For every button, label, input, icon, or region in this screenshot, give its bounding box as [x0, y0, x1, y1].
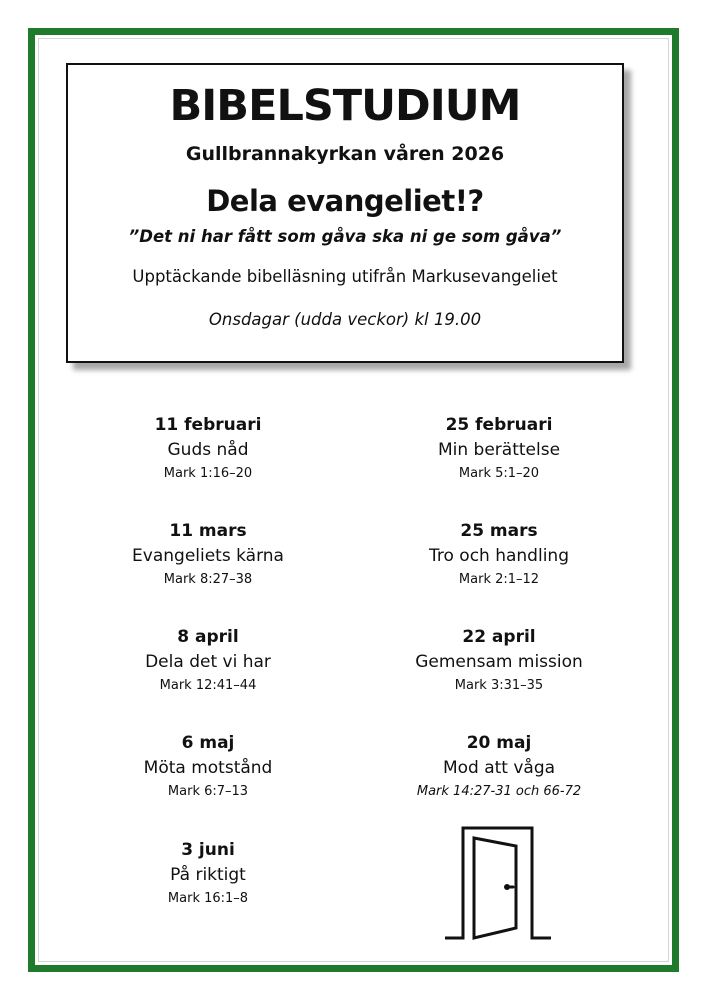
- session-reference: Mark 5:1–20: [458, 466, 540, 481]
- session-date: 8 april: [177, 627, 239, 647]
- session-8: [349, 732, 649, 800]
- session-topic: Evangeliets kärna: [132, 546, 284, 566]
- session-topic: Möta motstånd: [143, 758, 273, 778]
- session-1: [58, 414, 358, 482]
- session-date: 11 februari: [154, 415, 262, 435]
- session-9: [58, 839, 358, 907]
- session-date: 11 mars: [169, 521, 247, 541]
- session-6: [349, 626, 649, 694]
- session-topic: Min berättelse: [437, 440, 561, 460]
- session-date: 22 april: [462, 627, 536, 647]
- header-box: [66, 63, 624, 363]
- session-topic: Gemensam mission: [415, 652, 583, 672]
- page-subtitle: Gullbrannakyrkan våren 2026: [185, 143, 505, 165]
- session-topic: På riktigt: [170, 865, 246, 885]
- session-reference: Mark 12:41–44: [159, 678, 257, 693]
- session-reference: Mark 8:27–38: [163, 572, 253, 587]
- page-title: BIBELSTUDIUM: [169, 81, 521, 131]
- session-reference: Mark 3:31–35: [454, 678, 544, 693]
- session-date: 6 maj: [181, 733, 235, 753]
- session-topic: Tro och handling: [428, 546, 569, 566]
- meeting-schedule: Onsdagar (udda veckor) kl 19.00: [208, 310, 482, 329]
- theme-heading: Dela evangeliet!?: [206, 184, 484, 218]
- session-4: [349, 520, 649, 588]
- session-date: 25 februari: [445, 415, 553, 435]
- session-date: 20 maj: [466, 733, 532, 753]
- session-reference: Mark 2:1–12: [458, 572, 540, 587]
- session-reference: Mark 6:7–13: [167, 784, 249, 799]
- open-door-icon: [443, 824, 553, 942]
- session-2: [349, 414, 649, 482]
- session-date: 3 juni: [181, 840, 235, 860]
- session-reference: Mark 1:16–20: [163, 466, 253, 481]
- session-topic: Dela det vi har: [145, 652, 271, 672]
- session-topic: Mod att våga: [442, 758, 556, 778]
- session-5: [58, 626, 358, 694]
- session-date: 25 mars: [460, 521, 538, 541]
- session-reference: Mark 14:27-31 och 66-72: [416, 784, 582, 799]
- theme-quote: ”Det ni har fått som gåva ska ni ge som gåva”: [128, 227, 562, 246]
- session-3: [58, 520, 358, 588]
- session-7: [58, 732, 358, 800]
- session-topic: Guds nåd: [167, 440, 249, 460]
- session-reference: Mark 16:1–8: [167, 891, 249, 906]
- study-description: Upptäckande bibelläsning utifrån Markusevangeliet: [132, 267, 558, 286]
